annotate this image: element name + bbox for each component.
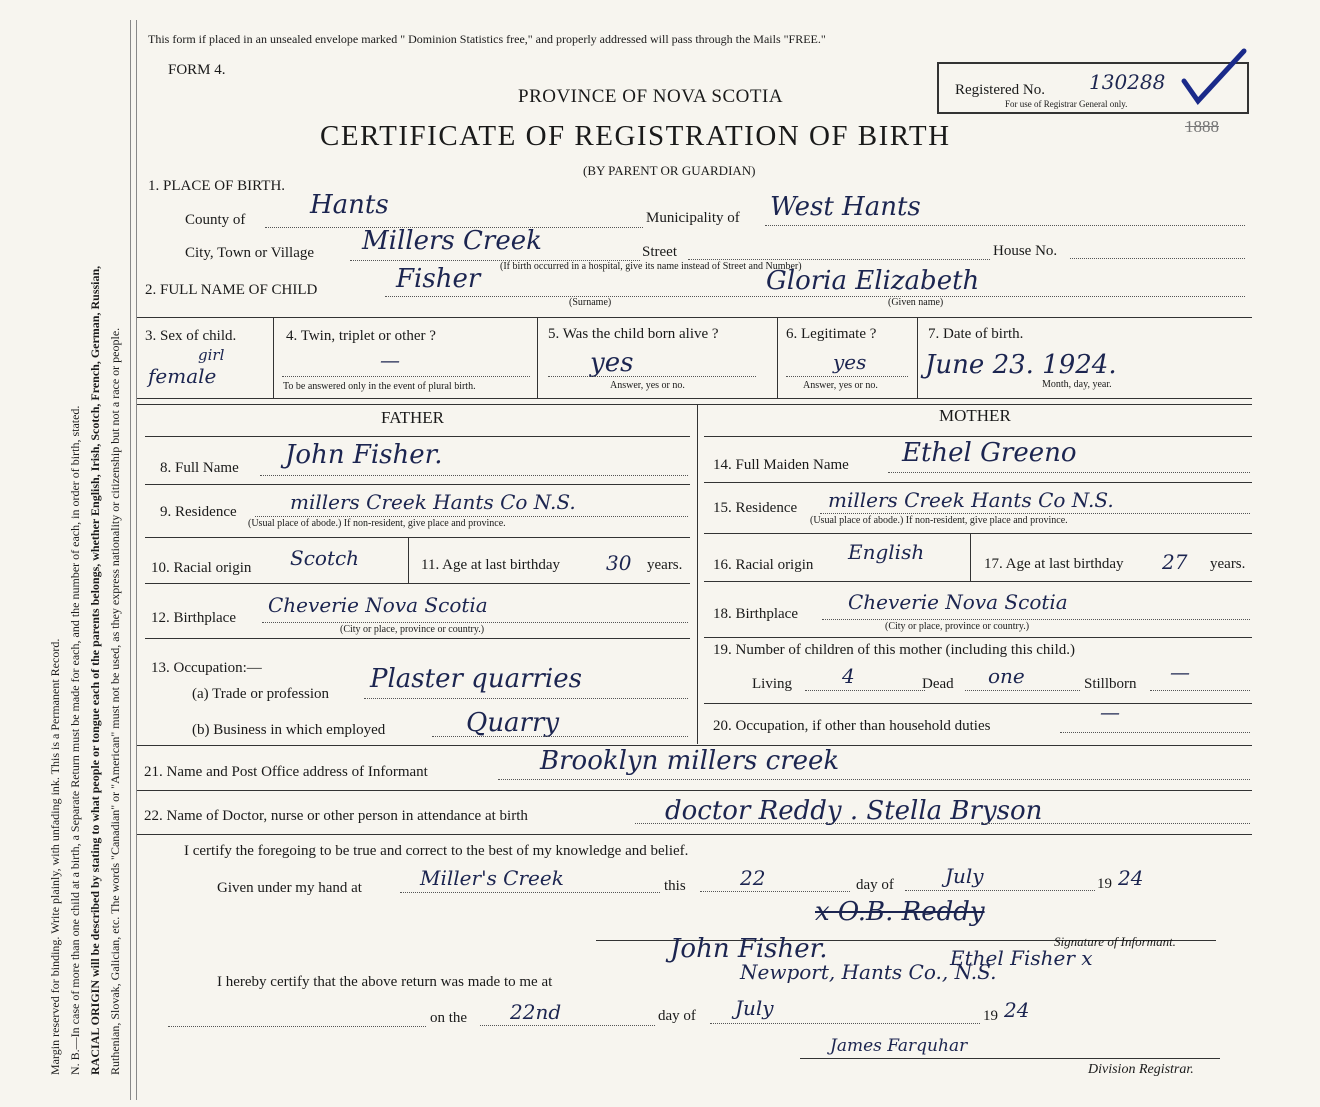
- given-place: Miller's Creek: [420, 866, 564, 890]
- margin-note-1: Margin reserved for binding. Write plainly, with unfading ink. This is a Permanent Record.: [48, 638, 62, 1075]
- legitimate-note: Answer, yes or no.: [803, 380, 878, 391]
- mother-name-label: 14. Full Maiden Name: [713, 457, 849, 473]
- registrar-signature: James Farquhar: [830, 1036, 968, 1056]
- legitimate-line: [786, 376, 908, 377]
- doctor-value: doctor Reddy . Stella Bryson: [665, 796, 1043, 826]
- father-years: years.: [647, 557, 683, 573]
- father-res-note: (Usual place of abode.) If non-resident, give place and province.: [248, 518, 506, 529]
- rule-21-bottom: [137, 790, 1252, 791]
- mother-years: years.: [1210, 556, 1246, 572]
- doctor-line: [635, 823, 1250, 824]
- registrar-label: Division Registrar.: [1088, 1062, 1194, 1077]
- father-business: Quarry: [466, 708, 560, 738]
- sex-extra: girl: [198, 346, 225, 364]
- mother-occupation-line: [1060, 732, 1250, 733]
- father-trade-line: [364, 698, 688, 699]
- form-number: FORM 4.: [168, 62, 226, 78]
- father-age: 30: [606, 551, 632, 575]
- house-line: [1070, 258, 1245, 259]
- father-trade-label: (a) Trade or profession: [192, 686, 330, 702]
- registered-label: Registered No.: [955, 82, 1045, 98]
- father-business-label: (b) Business in which employed: [192, 722, 386, 738]
- dob-label: 7. Date of birth.: [928, 326, 1024, 342]
- rule-v2: [537, 317, 538, 398]
- day-of2-label: day of: [658, 1008, 696, 1024]
- month-line: [905, 890, 1095, 891]
- year2-prefix: 19: [983, 1008, 998, 1024]
- father-birthplace: Cheverie Nova Scotia: [268, 593, 488, 617]
- rule-f-age-v: [408, 537, 409, 583]
- informant-signature: John Fisher.: [670, 934, 828, 964]
- father-race: Scotch: [290, 546, 360, 570]
- sex-value: female: [148, 364, 217, 388]
- mother-occupation: —: [1100, 700, 1120, 724]
- alive-value: yes: [590, 348, 634, 378]
- informant-line: [498, 779, 1250, 780]
- day-line: [700, 891, 850, 892]
- rule-m-1: [704, 482, 1252, 483]
- page-title: CERTIFICATE OF REGISTRATION OF BIRTH: [320, 120, 951, 152]
- mother-birthplace-line: [822, 619, 1250, 620]
- on-the-label: on the: [430, 1010, 468, 1026]
- stamp-number: 1888: [1185, 117, 1219, 136]
- rule-f-2: [145, 537, 690, 538]
- year-value: 24: [1118, 866, 1144, 890]
- surname-note: (Surname): [569, 297, 612, 308]
- certify-text: I certify the foregoing to be true and correct to the best of my knowledge and belief.: [184, 843, 689, 859]
- mother-birthplace-label: 18. Birthplace: [713, 606, 798, 622]
- father-birthplace-line: [262, 622, 688, 623]
- mother-name-line: [888, 472, 1250, 473]
- stillborn-value: —: [1170, 660, 1190, 684]
- municipality-label: Municipality of: [646, 210, 740, 226]
- child-name-label: 2. FULL NAME OF CHILD: [145, 282, 318, 298]
- rule-m-5: [704, 703, 1252, 704]
- dob-value: June 23. 1924.: [925, 350, 1117, 380]
- living-label: Living: [752, 676, 792, 692]
- day-value: 22: [740, 866, 766, 890]
- margin-rule: [130, 20, 131, 1100]
- county-value: Hants: [310, 190, 389, 220]
- father-res-label: 9. Residence: [160, 504, 237, 520]
- dead-line: [965, 690, 1080, 691]
- registrar-line: [800, 1058, 1220, 1059]
- struck-signature: x O.B. Reddy: [815, 897, 985, 927]
- on-day-line: [480, 1025, 655, 1026]
- rule-parents-top: [137, 404, 1252, 405]
- margin-note-2: N. B.—In case of more than one child at a birth, a Separate Return must be made for each, and the number of each, in order of birth, stated.: [68, 405, 82, 1075]
- father-birthplace-label: 12. Birthplace: [151, 610, 236, 626]
- legitimate-value: yes: [833, 350, 867, 374]
- rule-f-4: [145, 638, 690, 639]
- margin-note-3: RACIAL ORIGIN will be described by stating to what people or tongue each of the parents belongs, whether English, Irish, Scotch, French, German, Russian,: [88, 265, 102, 1075]
- doctor-label: 22. Name of Doctor, nurse or other person in attendance at birth: [144, 808, 528, 824]
- page-subtitle: (BY PARENT OR GUARDIAN): [583, 163, 756, 178]
- mother-res-label: 15. Residence: [713, 500, 798, 516]
- given-place-line: [400, 892, 660, 893]
- rule-22-bottom: [137, 834, 1252, 835]
- father-name: John Fisher.: [285, 440, 443, 470]
- twin-line: [282, 376, 530, 377]
- this-label: this: [664, 878, 686, 894]
- father-heading: FATHER: [381, 408, 444, 427]
- rule-v3: [777, 317, 778, 398]
- living-line: [805, 690, 925, 691]
- binding-margin: [0, 0, 130, 1107]
- year2-value: 24: [1004, 998, 1030, 1022]
- street-line: [688, 259, 990, 260]
- rule-m-2: [704, 533, 1252, 534]
- rule-v1: [273, 317, 274, 398]
- dob-note: Month, day, year.: [1042, 379, 1112, 390]
- margin-note-4: Ruthenian, Slovak, Galician, etc. The words "Canadian" or "American" must not be used, as they express nationality or citizenship but not a race or people.: [108, 327, 122, 1075]
- mother-race: English: [848, 540, 925, 564]
- father-res: millers Creek Hants Co N.S.: [290, 490, 576, 514]
- mother-name: Ethel Greeno: [902, 438, 1077, 468]
- mother-heading: MOTHER: [939, 406, 1011, 425]
- dead-label: Dead: [922, 676, 954, 692]
- month2-line: [710, 1023, 980, 1024]
- month-value: July: [945, 864, 984, 888]
- province-heading: PROVINCE OF NOVA SCOTIA: [518, 86, 784, 107]
- rule-f-0: [145, 436, 690, 437]
- father-birthplace-note: (City or place, province or country.): [340, 624, 485, 635]
- alive-line: [548, 376, 756, 377]
- rule-row3-bottom: [137, 398, 1252, 399]
- mother-age-label: 17. Age at last birthday: [984, 556, 1124, 572]
- father-trade: Plaster quarries: [370, 664, 582, 694]
- registrar-note: For use of Registrar General only.: [1005, 99, 1128, 109]
- mail-notice: This form if placed in an unsealed envelope marked " Dominion Statistics free," and properly addressed will pass through the Mails "FREE.": [148, 32, 826, 46]
- informant-signature-2: Ethel Fisher x: [950, 946, 1093, 970]
- place-of-birth-label: 1. PLACE OF BIRTH.: [148, 178, 286, 194]
- mother-birthplace-note: (City or place, province or country.): [885, 621, 1030, 632]
- house-label: House No.: [993, 243, 1058, 259]
- on-the-lead-line: [168, 1026, 426, 1027]
- mother-race-label: 16. Racial origin: [713, 557, 814, 573]
- child-given-name: Gloria Elizabeth: [766, 266, 980, 296]
- checkmark-icon: [1180, 45, 1250, 107]
- registered-number: 130288: [1089, 70, 1166, 94]
- rule-m-age-v: [970, 533, 971, 581]
- father-age-label: 11. Age at last birthday: [421, 557, 560, 573]
- informant-label: 21. Name and Post Office address of Informant: [144, 764, 428, 780]
- month2-value: July: [735, 996, 774, 1020]
- stillborn-label: Stillborn: [1084, 676, 1137, 692]
- sex-label: 3. Sex of child.: [145, 328, 237, 344]
- mother-res: millers Creek Hants Co N.S.: [828, 488, 1114, 512]
- twin-label: 4. Twin, triplet or other ?: [286, 328, 436, 344]
- mother-children-label: 19. Number of children of this mother (including this child.): [713, 642, 1076, 658]
- rule-parents-divider: [697, 404, 698, 744]
- rule-m-3: [704, 581, 1252, 582]
- hereby-text: I hereby certify that the above return was made to me at: [217, 974, 553, 990]
- rule-m-4: [704, 637, 1252, 638]
- street-note: (If birth occurred in a hospital, give its name instead of Street and Number): [500, 261, 802, 272]
- given-name-note: (Given name): [888, 297, 944, 308]
- rule-f-3: [145, 583, 690, 584]
- margin-rule-2: [136, 20, 137, 1100]
- rule-row3-top: [137, 317, 1252, 318]
- mother-occupation-label: 20. Occupation, if other than household duties: [713, 718, 991, 734]
- signature-address: Newport, Hants Co., N.S.: [740, 960, 997, 984]
- rule-m-0: [704, 436, 1252, 437]
- dead-value: one: [988, 664, 1025, 688]
- city-value: Millers Creek: [362, 226, 542, 256]
- twin-note: To be answered only in the event of plural birth.: [283, 381, 476, 392]
- signature-informant-label: Signature of Informant.: [1054, 934, 1176, 949]
- informant-value: Brooklyn millers creek: [540, 746, 840, 776]
- given-under-label: Given under my hand at: [217, 880, 362, 896]
- city-label: City, Town or Village: [185, 245, 315, 261]
- street-label: Street: [642, 244, 677, 260]
- alive-note: Answer, yes or no.: [610, 380, 685, 391]
- father-race-label: 10. Racial origin: [151, 560, 252, 576]
- mother-res-note: (Usual place of abode.) If non-resident, give place and province.: [810, 515, 1068, 526]
- alive-label: 5. Was the child born alive ?: [548, 326, 719, 342]
- mother-age: 27: [1162, 550, 1188, 574]
- municipality-value: West Hants: [770, 192, 921, 222]
- municipality-line: [765, 225, 1245, 226]
- stillborn-line: [1150, 690, 1250, 691]
- child-name-line: [385, 296, 1245, 297]
- rule-f-1: [145, 484, 690, 485]
- child-surname: Fisher: [396, 264, 481, 294]
- father-business-line: [432, 736, 688, 737]
- father-name-line: [260, 475, 688, 476]
- on-day-value: 22nd: [510, 1000, 562, 1024]
- twin-value: —: [380, 348, 400, 372]
- mother-res-line: [820, 513, 1250, 514]
- day-of-label: day of: [856, 877, 894, 893]
- year-prefix: 19: [1097, 876, 1112, 892]
- father-res-line: [255, 516, 688, 517]
- rule-v4: [917, 317, 918, 398]
- legitimate-label: 6. Legitimate ?: [786, 326, 877, 342]
- father-occupation-label: 13. Occupation:—: [151, 660, 262, 676]
- father-name-label: 8. Full Name: [160, 460, 239, 476]
- living-value: 4: [842, 664, 855, 688]
- county-label: County of: [185, 212, 246, 228]
- mother-birthplace: Cheverie Nova Scotia: [848, 590, 1068, 614]
